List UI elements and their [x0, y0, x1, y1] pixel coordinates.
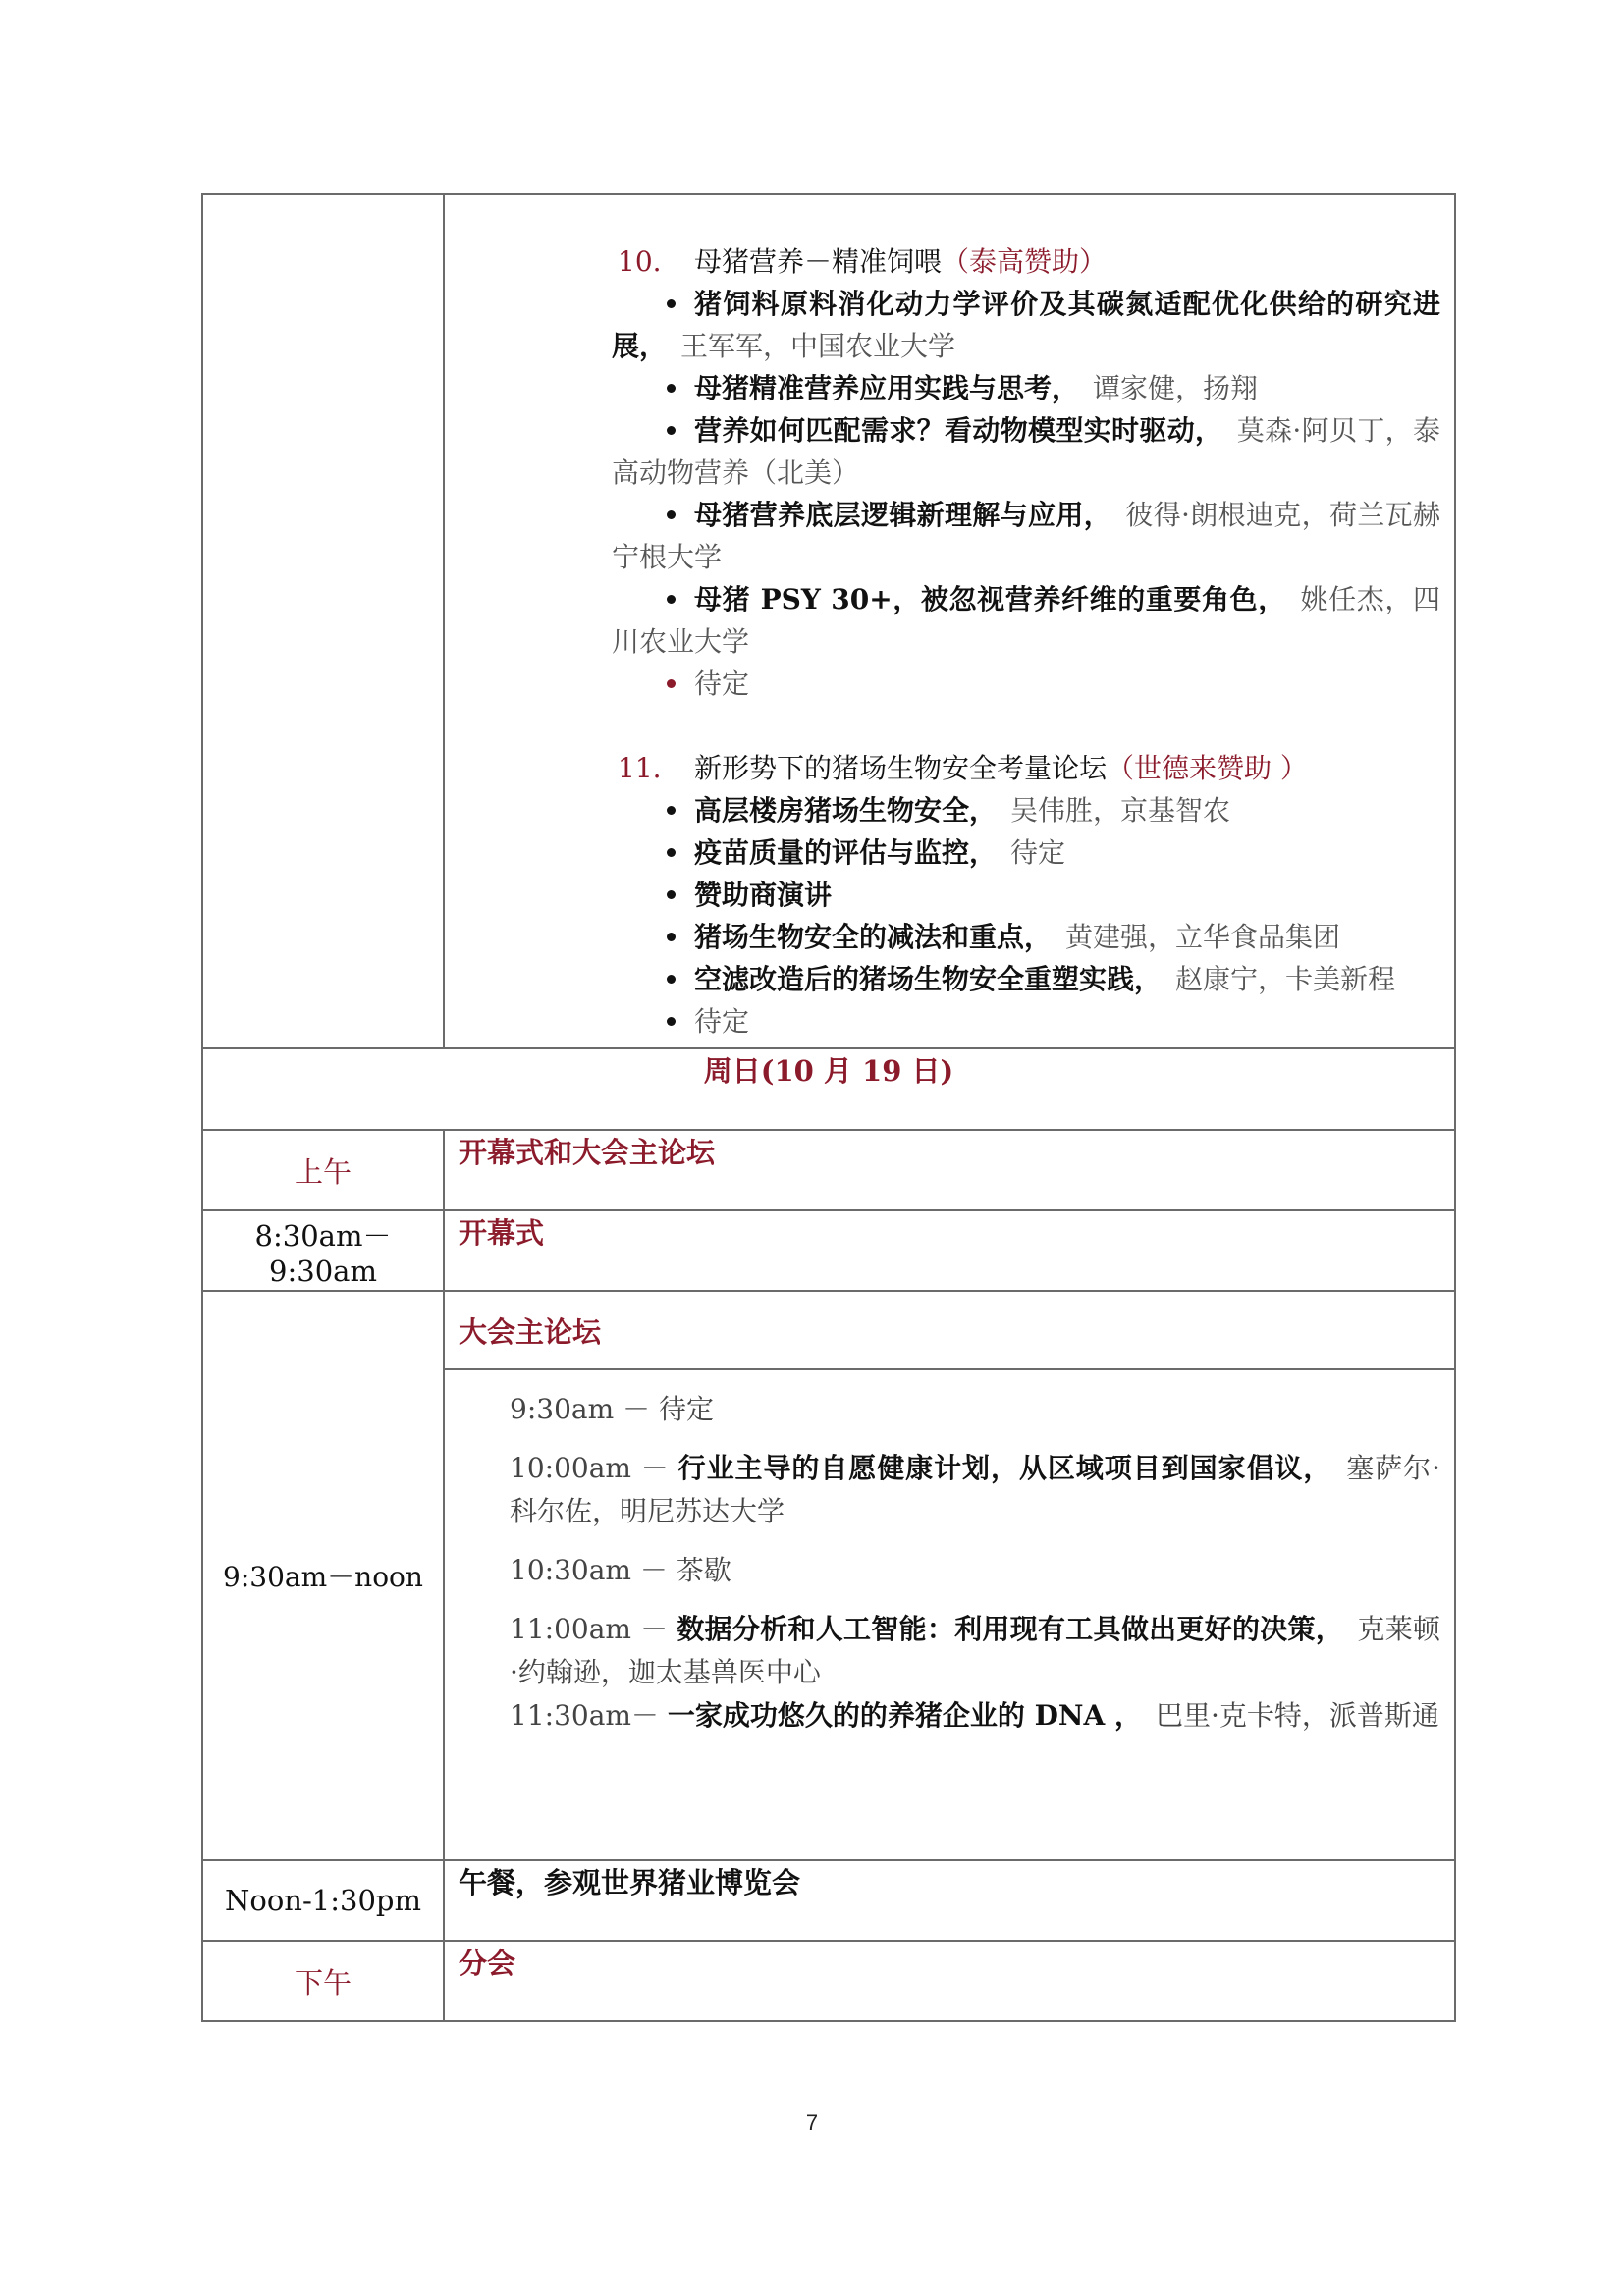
- bullet-icon: [667, 890, 676, 899]
- plenary-item: 11:30am－ 一家成功悠久的的养猪企业的 DNA ， 巴里·克卡特，派普斯通: [510, 1699, 1439, 1732]
- plenary-item: 10:00am － 行业主导的自愿健康计划，从区域项目到国家倡议， 塞萨尔·科尔佐，明尼苏达大学: [510, 1452, 1440, 1527]
- desc-cell: 分会: [444, 1941, 1455, 2021]
- bullet-icon: [667, 848, 676, 857]
- plenary-title: 大会主论坛: [444, 1291, 1455, 1369]
- bullet-icon: [667, 510, 676, 519]
- talk-item: 营养如何匹配需求？看动物模型实时驱动， 莫森·阿贝丁，泰高动物营养（北美）: [612, 414, 1440, 489]
- day-header-row: [202, 1048, 1455, 1130]
- time-cell: 9:30am－noon: [202, 1291, 444, 1860]
- bullet-icon: [667, 679, 676, 688]
- talk-item: 母猪 PSY 30+，被忽视营养纤维的重要角色， 姚任杰，四川农业大学: [612, 583, 1440, 658]
- page-number: 7: [805, 2110, 819, 2135]
- talk-item: 高层楼房猪场生物安全， 吴伟胜，京基智农: [612, 789, 1440, 831]
- talk-item: 猪场生物安全的减法和重点， 黄建强，立华食品集团: [612, 916, 1440, 958]
- desc-cell: 午餐，参观世界猪业博览会: [444, 1860, 1455, 1941]
- time-cell: Noon-1:30pm: [202, 1860, 444, 1941]
- bullet-icon: [667, 426, 676, 435]
- session-number: 11.: [618, 752, 662, 784]
- plenary-row: [202, 1291, 1455, 1369]
- talk-item: 猪饲料原料消化动力学评价及其碳氮适配优化供给的研究进展， 王军军，中国农业大学: [612, 288, 1440, 362]
- time-cell: 8:30am－9:30am: [202, 1210, 444, 1291]
- plenary-item: 10:30am － 茶歇: [510, 1554, 731, 1586]
- continuation-row: [202, 194, 1455, 1048]
- bullet-icon: [667, 595, 676, 604]
- session-sponsor: （泰高赞助）: [942, 245, 1108, 278]
- talk-item: 赞助商演讲: [612, 874, 1440, 916]
- bullet-icon: [667, 806, 676, 815]
- morning-row: [202, 1130, 1455, 1210]
- session-name: 母猪营养－精准饲喂: [694, 245, 943, 278]
- session-10-title: [612, 240, 1440, 283]
- talk-item: 母猪精准营养应用实践与思考， 谭家健，扬翔: [612, 367, 1440, 409]
- afternoon-row: [202, 1941, 1455, 2021]
- time-cell: 上午: [202, 1130, 444, 1210]
- bullet-icon: [667, 299, 676, 308]
- session-11-title: [612, 747, 1440, 789]
- talk-item: 待定: [612, 663, 1440, 705]
- continuation-time-cell: [202, 194, 444, 1048]
- session-number: 10.: [618, 245, 662, 278]
- plenary-item: 11:00am － 数据分析和人工智能：利用现有工具做出更好的决策， 克莱顿·约翰逊，迦太基兽医中心: [510, 1613, 1440, 1688]
- session-sponsor: （世德来赞助 ）: [1107, 752, 1308, 784]
- desc-cell: 开幕式和大会主论坛: [444, 1130, 1455, 1210]
- bullet-icon: [667, 1017, 676, 1026]
- session-name: 新形势下的猪场生物安全考量论坛: [694, 752, 1108, 784]
- time-cell: 下午: [202, 1941, 444, 2021]
- bullet-icon: [667, 933, 676, 941]
- day-header: 周日(10 月 19 日): [202, 1048, 1455, 1130]
- plenary-items-cell: [444, 1369, 1455, 1860]
- talk-item: 空滤改造后的猪场生物安全重塑实践， 赵康宁，卡美新程: [612, 958, 1440, 1000]
- lunch-row: [202, 1860, 1455, 1941]
- talk-item: 待定: [612, 1000, 1440, 1042]
- talk-item: 疫苗质量的评估与监控， 待定: [612, 831, 1440, 874]
- continuation-sessions-cell: [444, 194, 1455, 1048]
- bullet-icon: [667, 975, 676, 984]
- bullet-icon: [667, 384, 676, 393]
- talk-item: 母猪营养底层逻辑新理解与应用， 彼得·朗根迪克，荷兰瓦赫宁根大学: [612, 499, 1440, 573]
- plenary-item: 9:30am － 待定: [510, 1393, 714, 1425]
- schedule-table: [201, 193, 1456, 2022]
- opening-row: [202, 1210, 1455, 1291]
- desc-cell: 开幕式: [444, 1210, 1455, 1291]
